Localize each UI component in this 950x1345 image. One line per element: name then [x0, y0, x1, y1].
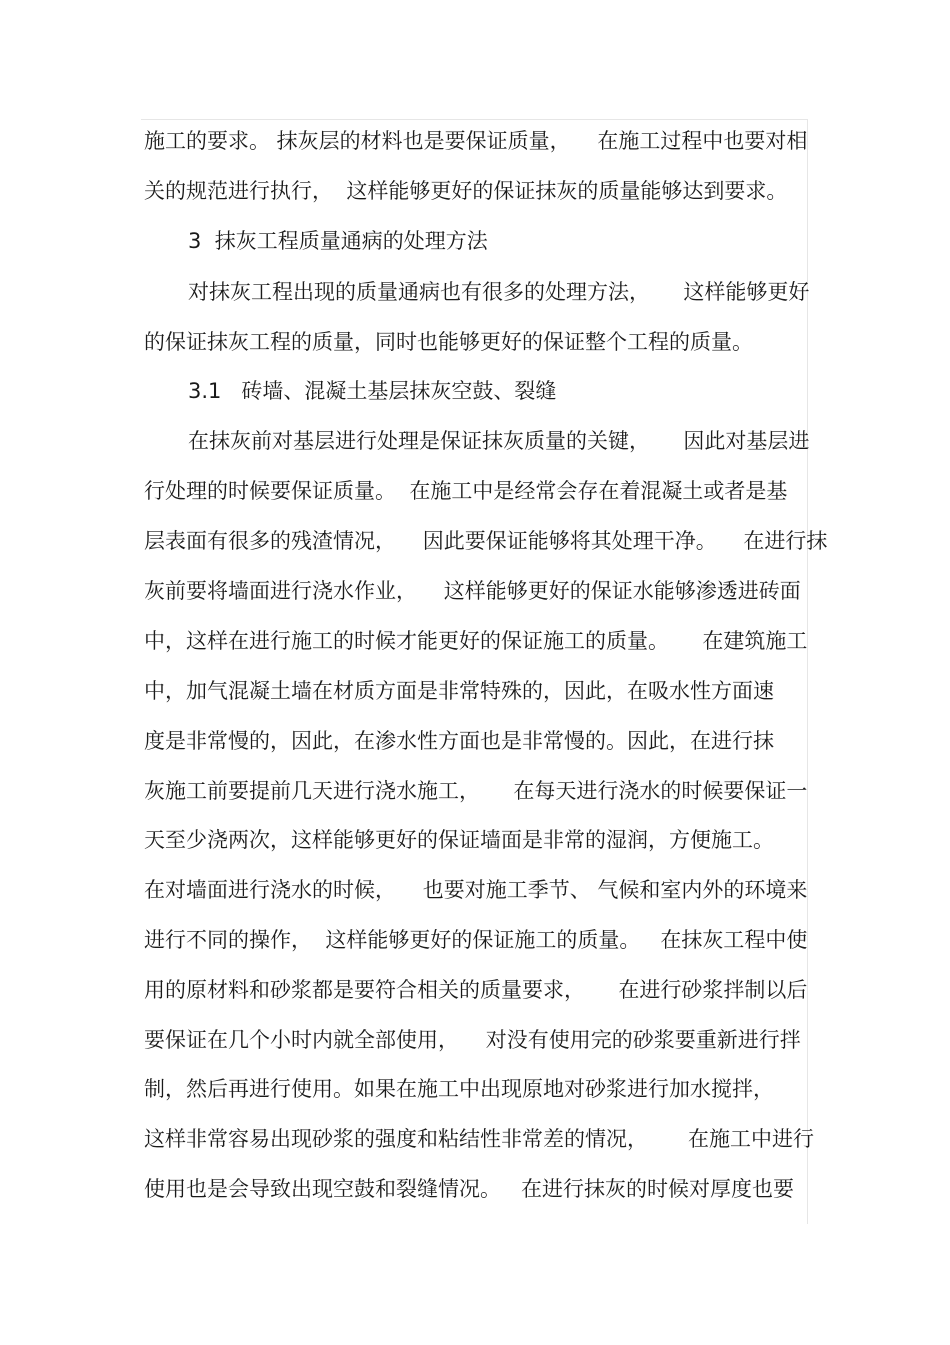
paragraph-line: 对抹灰工程出现的质量通病也有很多的处理方法， 这样能够更好 — [188, 280, 810, 304]
subsection-heading: 3.1 砖墙、混凝土基层抹灰空鼓、裂缝 — [188, 379, 557, 403]
paragraph-line: 施工的要求。 抹灰层的材料也是要保证质量， 在施工过程中也要对相 — [144, 129, 808, 153]
paragraph-line: 在抹灰前对基层进行处理是保证抹灰质量的关键， 因此对基层进 — [188, 429, 810, 453]
paragraph-line: 中，加气混凝土墙在材质方面是非常特殊的，因此，在吸水性方面速 — [144, 679, 774, 703]
paragraph-line: 用的原材料和砂浆都是要符合相关的质量要求， 在进行砂浆拌制以后 — [144, 978, 808, 1002]
paragraph-line: 制，然后再进行使用。如果在施工中出现原地对砂浆进行加水搅拌， — [144, 1077, 774, 1101]
paragraph-line: 层表面有很多的残渣情况， 因此要保证能够将其处理干净。 在进行抹 — [144, 529, 828, 553]
paragraph-line: 天至少浇两次，这样能够更好的保证墙面是非常的湿润，方便施工。 — [144, 828, 774, 852]
paragraph-line: 中，这样在进行施工的时候才能更好的保证施工的质量。 在建筑施工 — [144, 629, 808, 653]
paragraph-line: 这样非常容易出现砂浆的强度和粘结性非常差的情况， 在施工中进行 — [144, 1127, 815, 1151]
paragraph-line: 灰施工前要提前几天进行浇水施工， 在每天进行浇水的时候要保证一 — [144, 779, 808, 803]
paragraph-line: 灰前要将墙面进行浇水作业， 这样能够更好的保证水能够渗透进砖面 — [144, 579, 801, 603]
paragraph-line: 度是非常慢的，因此，在渗水性方面也是非常慢的。因此，在进行抹 — [144, 729, 774, 753]
paragraph-line: 使用也是会导致出现空鼓和裂缝情况。 在进行抹灰的时候对厚度也要 — [144, 1177, 795, 1201]
paragraph-line: 要保证在几个小时内就全部使用， 对没有使用完的砂浆要重新进行拌 — [144, 1028, 801, 1052]
section-heading: 3 抹灰工程质量通病的处理方法 — [188, 229, 488, 253]
paragraph-line: 关的规范进行执行， 这样能够更好的保证抹灰的质量能够达到要求。 — [144, 179, 788, 203]
paragraph-line: 进行不同的操作， 这样能够更好的保证施工的质量。 在抹灰工程中使 — [144, 928, 808, 952]
paragraph-line: 行处理的时候要保证质量。 在施工中是经常会存在着混凝土或者是基 — [144, 479, 788, 503]
paragraph-line: 的保证抹灰工程的质量，同时也能够更好的保证整个工程的质量。 — [144, 330, 753, 354]
paragraph-line: 在对墙面进行浇水的时候， 也要对施工季节、 气候和室内外的环境来 — [144, 878, 808, 902]
